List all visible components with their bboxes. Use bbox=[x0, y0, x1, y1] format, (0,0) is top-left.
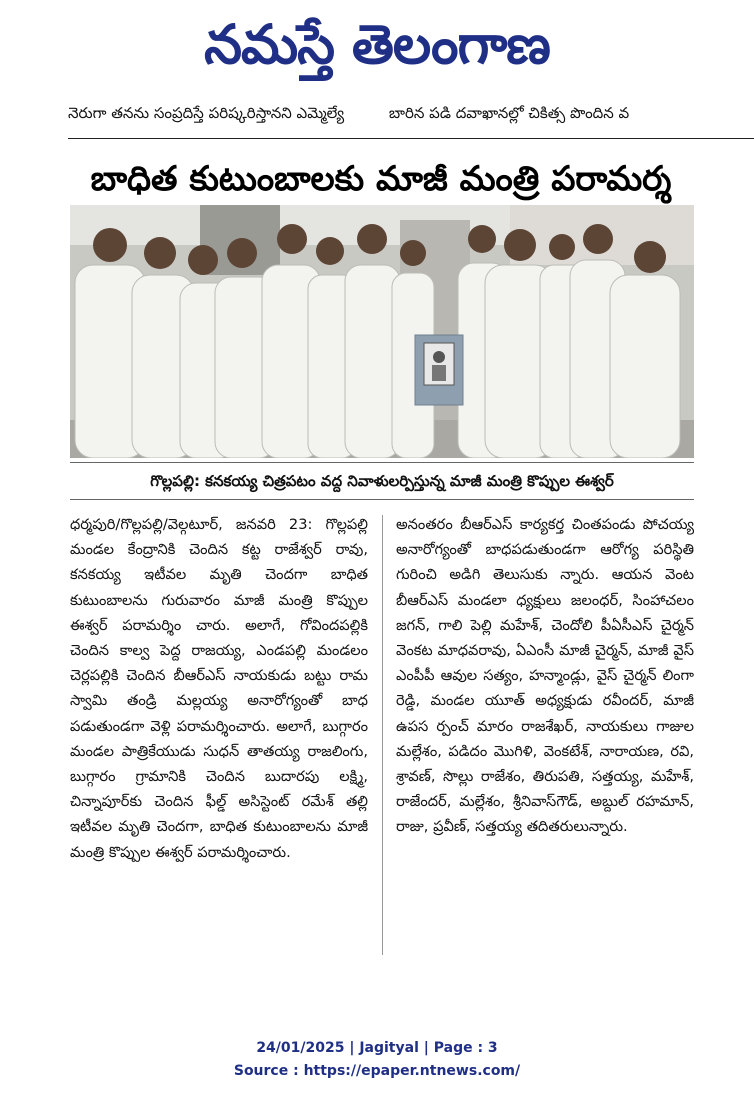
footer-source-link[interactable]: Source : https://epaper.ntnews.com/ bbox=[233, 1063, 521, 1079]
divider bbox=[68, 138, 754, 139]
article-column-right: అనంతరం బీఆర్ఎస్ కార్యకర్త చింతపండు పోచయ్య అనారోగ్యంతో బాధపడుతుండగా ఆరోగ్య పరిస్థితి గురించి అడిగి తెలుసుకు న్నారు. ఆయన వెంట బీఆర్ఎస్ మండలా ధ్యక్షులు జలంధర్, సింహాచలం జగన్, గాలి పెల్లి మహేశ్, చెందోలి పీఏసీఎస్ చైర్మన్ వెంకట మాధవరావు, ఏఎంసీ మాజీ చైర్మన్, మాజీ వైస్ ఎంపీపీ ఆవుల సత్యం, హన్మాండ్లు, వైస్ చైర్మన్ లింగా రెడ్డి, మండల యూత్ అధ్యక్షుడు రవీందర్, మాజీ ఉపస ర్పంచ్ మారం రాజశేఖర్, నాయకులు గాజుల మల్లేశం, పడిదం మొగిళి, వెంకటేశ్, నారాయణ, రవి, శ్రావణ్, సొల్లు రాజేశం, తిరుపతి, సత్తయ్య, మహేశ్, రాజేందర్, మల్లేశం, శ్రీనివాస్‌గౌడ్, అబ్దుల్ రహమాన్, రాజు, ప్రవీణ్, సత్తయ్య తదితరులున్నారు. bbox=[396, 516, 694, 836]
article-column-left: ధర్మపురి/గొల్లపల్లి/వెల్గటూర్, జనవరి 23: గొల్లపల్లి మండల కేంద్రానికి చెందిన కట్ట రాజేశ్వర్ రావు, కనకయ్య ఇటీవల మృతి చెందగా బాధిత కుటుంబాలను గురువారం మాజీ మంత్రి కొప్పుల ఈశ్వర్ పరామర్శిం చారు. అలాగే, గోవిందపల్లికి చెందిన కాల్వ పెద్ద రాజయ్య, ఎండపల్లి మండలం చెర్లపల్లికి చెందిన బీఆర్ఎస్ నాయకుడు బట్టు రామ స్వామి తండ్రి మల్లయ్య అనారోగ్యంతో బాధ పడుతుండగా వెళ్లి పరామర్శించారు. అలాగే, బుగ్గారం మండల పాత్రికేయుడు సుధన్ తాతయ్య రాజలింగు, బుగ్గారం గ్రామానికి చెందిన బుదారపు లక్ష్మి, చిన్నాపూర్‌కు చెందిన ఫీల్డ్ అసిస్టెంట్ రమేశ్ తల్లి ఇటీవల మృతి చెందగా, బాధిత కుటుంబాలను మాజీ మంత్రి కొప్పుల ఈశ్వర్ పరామర్శించారు. bbox=[70, 516, 368, 861]
article-headline: బాధిత కుటుంబాలకు మాజీ మంత్రి పరామర్శ bbox=[90, 159, 672, 199]
masthead-title: నమస్తే తెలంగాణ bbox=[204, 13, 550, 76]
ticker-item: బారిన పడి దవాఖానల్లో చికిత్స పొందిన వ bbox=[388, 104, 630, 122]
column-divider bbox=[382, 515, 383, 955]
ticker-strip bbox=[68, 100, 754, 126]
article-photo bbox=[70, 205, 694, 458]
photo-caption: గొల్లపల్లి: కనకయ్య చిత్రపటం వద్ద నివాళులర్పిస్తున్న మాజీ మంత్రి కొప్పుల ఈశ్వర్ bbox=[70, 462, 694, 500]
footer-date-page: 24/01/2025 | Jagityal | Page : 3 bbox=[256, 1040, 498, 1056]
ticker-item: నెరుగా తనను సంప్రదిస్తే పరిష్కరిస్తానని ఎమ్మెల్యే bbox=[68, 104, 345, 122]
